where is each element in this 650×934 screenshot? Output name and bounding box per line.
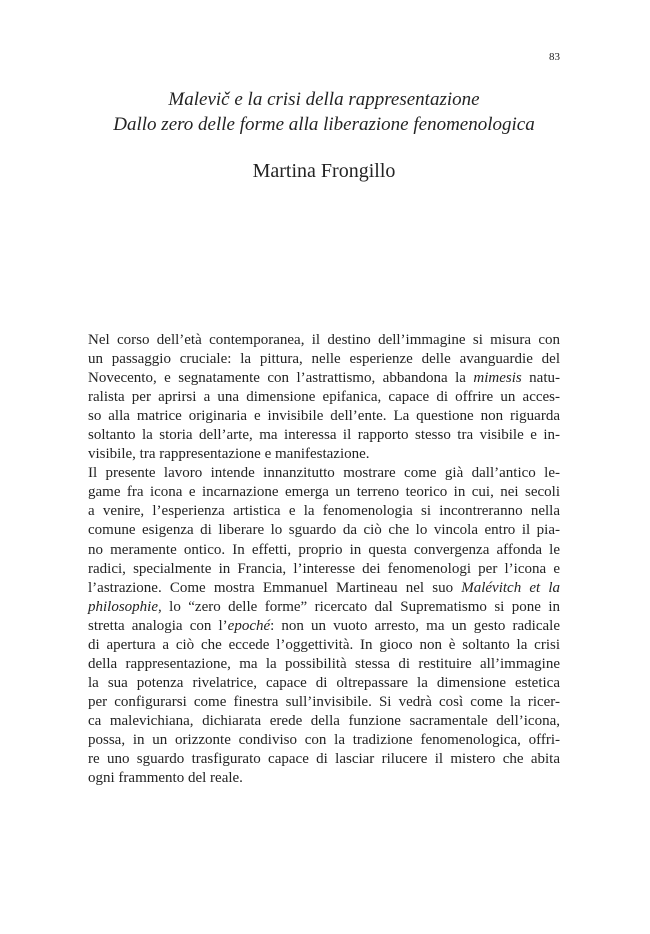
text-segment: la sua potenza rivelatrice, capace di oltrepassare la dimensione estetica (88, 674, 560, 691)
text-segment: game fra icona e incarnazione emerga un terreno teorico in cui, nei secoli (88, 484, 560, 501)
text-line (88, 769, 560, 788)
text-segment: Il presente lavoro intende innanzitutto mostrare come già dall’antico le- (88, 465, 560, 482)
text-line (88, 483, 560, 502)
italic-term: epoché (227, 617, 271, 634)
text-segment: ca malevichiana, dichiarata erede della funzione sacramentale dell’icona, (88, 712, 560, 729)
text-line (88, 560, 560, 579)
text-segment: possa, in un orizzonte condiviso con la tradizione fenomenologica, offri- (88, 731, 560, 748)
text-line (88, 445, 560, 464)
text-line (88, 331, 560, 350)
text-segment: Novecento, e segnatamente con l’astrattismo, abbandona la (88, 370, 474, 387)
text-segment: di apertura a ciò che eccede l’oggettività. In gioco non è soltanto la crisi (88, 636, 560, 653)
text-segment: no meramente ontico. In effetti, proprio in questa convergenza affonda le (88, 541, 560, 558)
italic-term: Malévitch et la (461, 579, 561, 596)
text-line (88, 388, 560, 407)
text-line (88, 750, 560, 769)
text-line (88, 598, 560, 617)
body-text (88, 331, 560, 788)
text-line (88, 502, 560, 521)
text-line (88, 350, 560, 369)
text-line (88, 636, 560, 655)
text-line (88, 731, 560, 750)
text-segment: della rappresentazione, ma la possibilità stessa di restituire all’immagine (88, 655, 560, 672)
italic-term: mimesis (473, 370, 522, 387)
text-line (88, 674, 560, 693)
text-segment: l’astrazione. Come mostra Emmanuel Martineau nel suo (88, 579, 462, 596)
text-line (88, 426, 560, 445)
text-segment: per configurarsi come finestra sull’invisibile. Si vedrà così come la ricer- (88, 693, 560, 710)
text-segment: re uno sguardo trasfigurato capace di lasciar rilucere il mistero che abita (88, 751, 560, 768)
text-segment: natu- (521, 370, 560, 387)
text-segment: comune esigenza di liberare lo sguardo da ciò che lo vincola entro il pia- (88, 522, 560, 539)
paragraph (88, 331, 560, 464)
text-segment: a venire, l’esperienza artistica e la fenomenologia si incontreranno nella (88, 503, 560, 520)
text-segment: , lo “zero delle forme” ricercato dal Suprematismo si pone in (158, 598, 560, 615)
title-line: Malevič e la crisi della rappresentazione (168, 89, 480, 110)
text-segment: ogni frammento del reale. (88, 770, 243, 787)
text-line (88, 407, 560, 426)
text-line (88, 579, 560, 598)
text-line (88, 369, 560, 388)
text-segment: ralista per aprirsi a una dimensione epifanica, capace di offrire un acces- (88, 389, 560, 406)
text-line (88, 712, 560, 731)
text-segment: Nel corso dell’età contemporanea, il destino dell’immagine si misura con (88, 332, 560, 348)
text-segment: so alla matrice originaria e invisibile dell’ente. La questione non riguarda (88, 408, 560, 425)
text-line (88, 617, 560, 636)
text-line (88, 655, 560, 674)
subtitle-line: Dallo zero delle forme alla liberazione fenomenologica (113, 114, 535, 135)
text-line (88, 464, 560, 483)
italic-term: philosophie (88, 598, 158, 615)
text-line (88, 521, 560, 540)
text-line (88, 693, 560, 712)
text-segment: soltanto la storia dell’arte, ma interessa il rapporto stesso tra visibile e in- (88, 427, 560, 444)
text-line (88, 541, 560, 560)
chapter-title (88, 87, 560, 137)
text-segment: : non un vuoto arresto, ma un gesto radicale (270, 617, 560, 634)
text-segment: visibile, tra rappresentazione e manifestazione. (88, 446, 370, 463)
page-number: 83 (549, 51, 560, 63)
text-segment: radici, specialmente in Francia, l’interesse dei fenomenologi per l’icona e (88, 560, 560, 577)
text-segment: un passaggio cruciale: la pittura, nelle esperienze delle avanguardie del (88, 351, 560, 368)
paragraph (88, 464, 560, 788)
text-segment: stretta analogia con l’ (88, 617, 228, 634)
author-name: Martina Frongillo (252, 160, 396, 182)
